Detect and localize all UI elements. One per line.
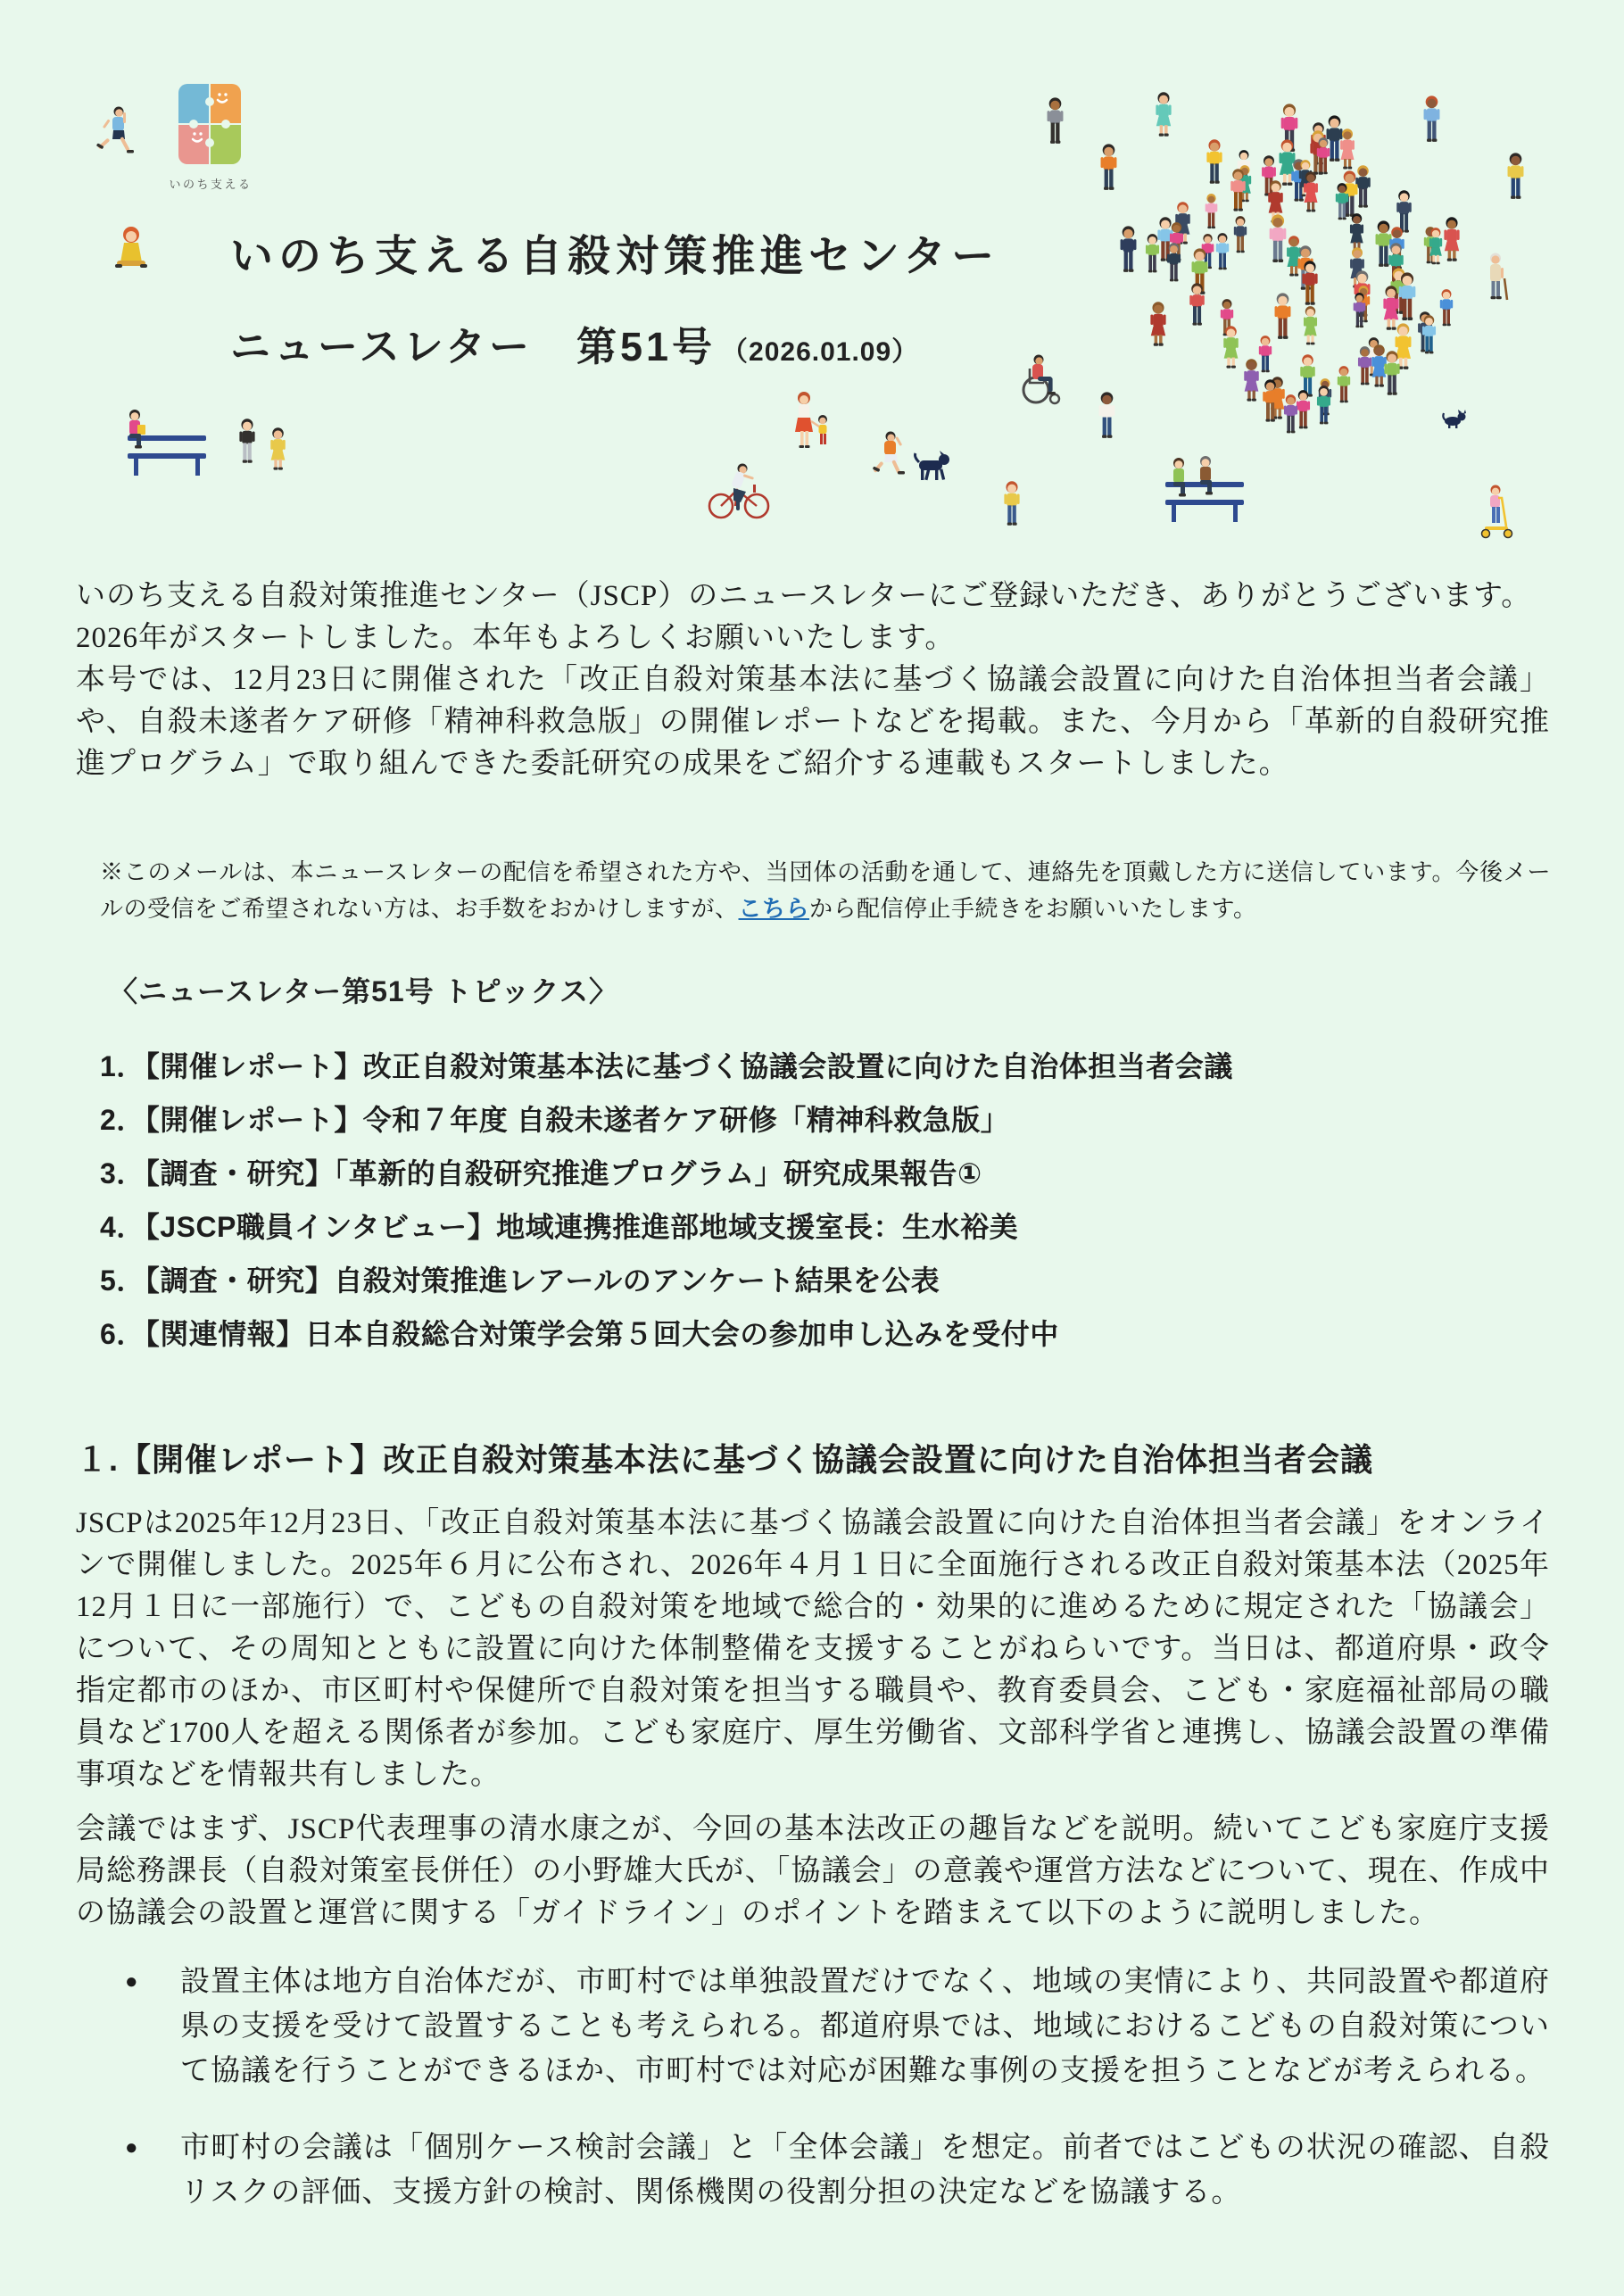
newsletter-title bbox=[230, 314, 919, 372]
person-icon bbox=[1353, 164, 1373, 211]
person-icon bbox=[1441, 216, 1462, 265]
person-icon bbox=[1241, 358, 1262, 404]
person-icon bbox=[1335, 365, 1353, 405]
person-icon bbox=[1187, 282, 1207, 328]
sitting-person-icon bbox=[1165, 457, 1192, 498]
runner-icon bbox=[95, 105, 137, 161]
topic-item-6: 6．【関連情報】日本自殺総合対策学会第５回大会の参加申し込みを受付中 bbox=[100, 1318, 1059, 1350]
person-icon bbox=[1148, 301, 1169, 350]
org-title: いのち支える自殺対策推進センター bbox=[230, 233, 1000, 280]
person-icon bbox=[236, 418, 258, 467]
note-text-before: ※このメールは、本ニュースレターの配信を希望された方や、当団体の活動を通して、連絡先を頂戴した方に送信しています。今後メールの受信をご希望されない方は、お手数をおかけしますが、 bbox=[100, 859, 1551, 922]
person-icon bbox=[1386, 242, 1406, 288]
person-icon bbox=[1355, 285, 1372, 325]
person-icon bbox=[1297, 353, 1318, 400]
person-icon bbox=[1259, 154, 1279, 199]
elderly-person-icon bbox=[1481, 252, 1517, 312]
person-icon bbox=[1236, 164, 1254, 204]
person-icon bbox=[1396, 271, 1419, 324]
person-icon bbox=[1278, 103, 1301, 155]
article1-paragraph: 会議ではまず、JSCP代表理事の清水康之が、今回の基本法改正の趣旨などを説明。続いてこども家庭庁支援局総務課長（自殺対策室長併任）の小野雄大氏が、「協議会」の意義や運営方法などについて、現在、作成中の協議会の設置と運営に関する「ガイドライン」のポイントを踏まえて以下のように説明しました。 bbox=[76, 1813, 1550, 1929]
cyclist-icon bbox=[707, 460, 771, 520]
note-text-after: から配信停止手続きをお願いいたします。 bbox=[809, 896, 1257, 922]
person-icon bbox=[1314, 385, 1333, 427]
person-icon bbox=[1338, 128, 1357, 172]
parent-child-icon bbox=[791, 391, 832, 453]
person-icon bbox=[1438, 288, 1455, 328]
intro-paragraph: いのち支える自殺対策推進センター（JSCP）のニュースレターにご登録いただき、ありがとうございます。 bbox=[76, 580, 1532, 612]
bullet-dot-icon: ● bbox=[125, 2136, 139, 2159]
intro-section bbox=[76, 576, 1550, 785]
bench-icon bbox=[1160, 482, 1249, 523]
article1-bullet-2 bbox=[76, 2126, 1550, 2215]
person-icon bbox=[1364, 336, 1383, 379]
person-icon bbox=[1355, 345, 1374, 388]
person-icon bbox=[1380, 285, 1402, 334]
person-icon bbox=[1351, 292, 1368, 330]
person-icon bbox=[1387, 226, 1407, 272]
person-icon bbox=[1314, 137, 1332, 177]
person-icon bbox=[1167, 221, 1186, 264]
person-icon bbox=[1267, 376, 1288, 422]
person-icon bbox=[1308, 121, 1329, 168]
bullet-text: 設置主体は地方自治体だが、市町村では単独設置だけでなく、地域の実情により、共同設置や都道府県の支援を受けて設置することも考えられる。都道府県では、地域におけるこどもの自殺対策について協議を行うことができるほか、市町村では対応が困難な事例の支援を担うことなどが考えられる。 bbox=[180, 1966, 1550, 2087]
person-icon bbox=[1221, 325, 1241, 371]
person-icon bbox=[1381, 350, 1403, 399]
person-icon bbox=[1189, 247, 1211, 298]
person-icon bbox=[1155, 216, 1176, 265]
person-icon bbox=[1204, 138, 1225, 187]
person-icon bbox=[1504, 152, 1527, 203]
topic-item-1: 1．【開催レポート】改正自殺対策基本法に基づく協議会設置に向けた自治体担当者会議 bbox=[100, 1050, 1233, 1082]
person-icon bbox=[1143, 233, 1162, 276]
person-icon bbox=[1096, 391, 1118, 442]
person-icon bbox=[268, 427, 288, 473]
person-icon bbox=[1276, 138, 1298, 189]
person-icon bbox=[1001, 480, 1023, 529]
person-icon bbox=[1266, 213, 1289, 266]
scooter-person-icon bbox=[1474, 484, 1513, 539]
person-icon bbox=[1164, 242, 1183, 285]
topic-item-3: 3．【調査・研究】「革新的自殺研究推進プログラム」研究成果報告① bbox=[100, 1157, 982, 1189]
article1-body bbox=[76, 1503, 1550, 2247]
person-icon bbox=[1338, 170, 1361, 220]
person-icon bbox=[1415, 311, 1435, 355]
meditating-person-icon bbox=[112, 225, 150, 269]
person-icon bbox=[1347, 246, 1367, 291]
person-icon bbox=[1307, 129, 1329, 178]
person-icon bbox=[1203, 193, 1220, 231]
person-icon bbox=[1388, 267, 1410, 318]
person-icon bbox=[1295, 245, 1316, 294]
person-icon bbox=[1421, 226, 1439, 266]
person-icon bbox=[1421, 95, 1443, 145]
person-icon bbox=[1260, 378, 1280, 425]
person-icon bbox=[1199, 233, 1216, 271]
topic-item-5: 5．【調査・研究】自殺対策推進レアールのアンケート結果を公表 bbox=[100, 1264, 940, 1297]
person-icon bbox=[1392, 322, 1414, 373]
topics-heading: 〈ニュースレター第51号 トピックス〉 bbox=[109, 975, 619, 1007]
article1-paragraph: JSCPは2025年12月23日、「改正自殺対策基本法に基づく協議会設置に向けた自治体担当者会議」をオンラインで開催しました。2025年６月に公布され、2026年４月１日に全面施行される改正自殺対策基本法（2025年12月１日に一部施行）で、こどもの自殺対策を地域で総合的・効果的に進めるために規定された「協議会」について、その周知とともに設置に向けた体制整備を支援することがねらいです。当日は、都道府県・政令指定都市のほか、市区町村や保健所で自殺対策を担当する職員や、教育委員会、こども・家庭福祉部局の職員など1700人を超える関係者が参加。こども家庭庁、厚生労働省、文部科学省と連携し、協議会設置の準備事項などを情報共有しました。 bbox=[76, 1507, 1550, 1791]
article1-heading: １.【開催レポート】改正自殺対策基本法に基づく協議会設置に向けた自治体担当者会議 bbox=[76, 1441, 1374, 1478]
newsletter-issue-label: ニュースレター 第51号 bbox=[230, 324, 717, 369]
person-icon bbox=[1299, 260, 1321, 309]
person-icon bbox=[1235, 149, 1253, 189]
person-icon bbox=[1272, 292, 1294, 343]
wheelchair-person-icon bbox=[1014, 352, 1064, 406]
cat-icon bbox=[1442, 409, 1469, 428]
person-icon bbox=[1153, 91, 1174, 140]
issue-date: （2026.01.09） bbox=[721, 337, 920, 367]
person-icon bbox=[1394, 189, 1414, 236]
person-icon bbox=[1117, 225, 1139, 276]
person-icon bbox=[1420, 314, 1438, 357]
person-icon bbox=[1265, 179, 1286, 226]
bullet-text: 市町村の会議は「個別ケース検討会議」と「全体会議」を想定。前者ではこどもの状況の確認、自殺リスクの評価、支援方針の検討、関係機関の役割分担の決定などを協議する。 bbox=[180, 2132, 1550, 2209]
person-icon bbox=[1231, 215, 1249, 255]
person-icon bbox=[1214, 232, 1231, 272]
topic-item-2: 2．【開催レポート】令和７年度 自殺未遂者ケア研修「精神科救急版」 bbox=[100, 1104, 1010, 1136]
topics-list bbox=[100, 1049, 1554, 1371]
person-icon bbox=[1347, 212, 1366, 255]
article1-bullet-1 bbox=[76, 1960, 1550, 2093]
intro-paragraph: 本号では、12月23日に開催された「改正自殺対策基本法に基づく協議会設置に向けた自治体担当者会議」や、自殺未遂者ケア研修「精神科救急版」の開催レポートなどを掲載。また、今月から「革新的自殺研究推進プログラム」で取り組んできた委託研究の成果をご紹介する連載もスタートしました。 bbox=[76, 664, 1550, 780]
person-icon bbox=[1294, 389, 1313, 432]
topic-item-4: 4．【JSCP職員インタビュー】地域連携推進部地域支援室長：生水裕美 bbox=[100, 1211, 1019, 1243]
person-icon bbox=[1284, 235, 1304, 279]
puzzle-logo-icon bbox=[178, 84, 241, 164]
sitting-person-icon bbox=[1192, 455, 1219, 496]
person-icon bbox=[1323, 114, 1346, 165]
person-icon bbox=[1044, 96, 1066, 147]
person-icon bbox=[1228, 168, 1248, 214]
person-icon bbox=[1288, 158, 1309, 204]
logo-caption: いのち支える bbox=[169, 178, 253, 191]
person-icon bbox=[1427, 227, 1445, 267]
person-icon bbox=[1369, 344, 1389, 390]
bench-icon bbox=[114, 435, 220, 477]
person-icon bbox=[1218, 298, 1236, 338]
unsubscribe-note bbox=[100, 855, 1551, 927]
unsubscribe-link[interactable]: こちら bbox=[738, 895, 810, 922]
bullet-dot-icon: ● bbox=[125, 1970, 139, 1993]
person-icon bbox=[1281, 394, 1300, 436]
intro-paragraph: 2026年がスタートしました。本年もよろしくお願いいたします。 bbox=[76, 622, 956, 654]
person-icon bbox=[1333, 182, 1351, 222]
person-icon bbox=[1372, 220, 1395, 270]
sitting-person-icon bbox=[121, 409, 148, 450]
person-icon bbox=[1172, 201, 1193, 247]
person-icon bbox=[1301, 305, 1320, 348]
person-icon bbox=[1297, 159, 1314, 199]
person-icon bbox=[1301, 170, 1321, 215]
person-with-dog-icon bbox=[873, 430, 955, 485]
person-icon bbox=[1316, 377, 1334, 418]
person-icon bbox=[1351, 269, 1373, 320]
person-icon bbox=[1098, 143, 1120, 194]
person-icon bbox=[1256, 335, 1274, 375]
jscp-logo bbox=[178, 84, 241, 169]
